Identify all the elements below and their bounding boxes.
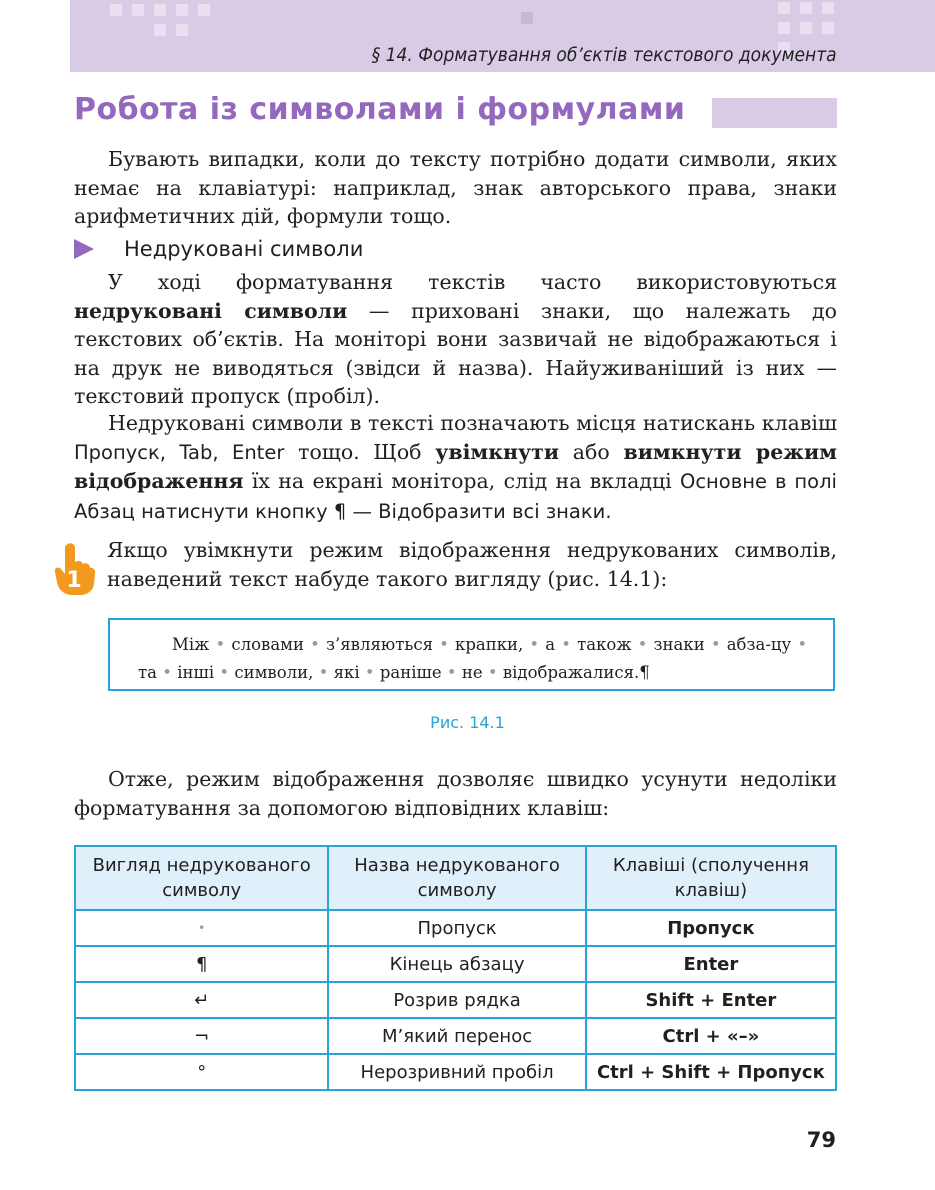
decor-square (822, 2, 834, 14)
symbol-cell: ¬ (75, 1018, 328, 1054)
text-run: У ході форматування текстів часто використовуються (108, 270, 837, 294)
bold-term: увімкнути (435, 439, 560, 464)
keys-cell: Ctrl + Shift + Пропуск (586, 1054, 836, 1090)
space-dot: • (439, 635, 449, 654)
decor-square (778, 2, 790, 14)
column-header: Клавіші (сполучення клавіш) (586, 846, 836, 910)
symbol-cell: • (75, 910, 328, 946)
note-text: Якщо увімкнути режим відображення недрукованих символів, наведений текст набуде такого вигляду (рис. 14.1): (107, 538, 837, 591)
subheading (74, 235, 363, 263)
example-word: та (138, 663, 157, 682)
example-word: інші (177, 663, 215, 682)
example-word: символи, (234, 663, 314, 682)
decor-square (521, 12, 533, 24)
decor-square (800, 22, 812, 34)
text-run: або (559, 439, 624, 464)
key-names: Пропуск, Tab, Enter (74, 440, 285, 464)
symbol-name-cell: Розрив рядка (328, 982, 585, 1018)
space-dot: • (364, 663, 375, 682)
paragraph-nonprinting (74, 268, 837, 411)
bold-term: недруковані символи (74, 298, 348, 323)
decor-square (154, 24, 166, 36)
column-header: Вигляд недрукованого символу (75, 846, 328, 910)
note-marker: 1 (66, 568, 82, 593)
table-row (75, 1018, 836, 1054)
symbol-cell: ° (75, 1054, 328, 1090)
example-text-box (108, 618, 835, 691)
title-decor-bar (712, 98, 837, 128)
example-word: словами (231, 635, 304, 654)
section-title: Робота із символами і формулами (74, 92, 686, 127)
space-dot: • (162, 663, 172, 682)
symbol-name-cell: Нерозривний пробіл (328, 1054, 585, 1090)
space-dot: • (797, 635, 808, 654)
decor-square (176, 24, 188, 36)
symbol-name-cell: Пропуск (328, 910, 585, 946)
example-word: знаки (653, 635, 705, 654)
example-word: абза-цу (726, 635, 792, 654)
symbol-name-cell: Кінець абзацу (328, 946, 585, 982)
keys-cell: Пропуск (586, 910, 836, 946)
bold-term: вимкнути режим відображення (74, 439, 837, 493)
nonprinting-symbols-table (74, 845, 837, 1091)
intro-paragraph: Бувають випадки, коли до тексту потрібно додати символи, яких немає на клавіатурі: наприклад, знак авторського права, знаки арифметичних дій, формули тощо. (74, 147, 837, 228)
symbol-cell: ↵ (75, 982, 328, 1018)
table-row (75, 1054, 836, 1090)
table-header-row (75, 846, 836, 910)
decor-square (800, 2, 812, 14)
table-row (75, 982, 836, 1018)
decor-square (822, 22, 834, 34)
paragraph-summary: Отже, режим відображення дозволяє швидко усунути недоліки форматування за допомогою відповідних клавіш: (74, 767, 837, 820)
text-run: тощо. Щоб (284, 439, 436, 464)
space-dot: • (487, 663, 498, 682)
space-dot: • (310, 635, 320, 654)
keys-cell: Enter (586, 946, 836, 982)
example-word: Між (172, 635, 210, 654)
paragraph-display-mode (74, 409, 837, 526)
example-word: раніше (379, 663, 442, 682)
text-run: — приховані знаки, що належать до текстових об’єктів. На моніторі вони зазвичай не відображаються і на друк не виводяться (звідси й назва). Найуживаніший із них — текстовий пропуск (пробіл). (74, 298, 837, 408)
table-row (75, 910, 836, 946)
decor-square (154, 4, 166, 16)
subheading-label: Недруковані символи (124, 237, 364, 261)
figure-caption: Рис. 14.1 (430, 713, 505, 732)
decor-square (198, 4, 210, 16)
decor-square (176, 4, 188, 16)
triangle-right-icon (74, 239, 94, 259)
space-dot: • (561, 635, 571, 654)
example-word: з’являються (326, 635, 433, 654)
decor-square (132, 4, 144, 16)
space-dot: • (318, 663, 329, 682)
space-dot: • (710, 635, 721, 654)
text-run: їх на екрані монітора, слід на вкладці (243, 469, 680, 493)
table-row (75, 946, 836, 982)
page-number: 79 (806, 1128, 836, 1152)
symbol-name-cell: М’який перенос (328, 1018, 585, 1054)
decor-square (778, 22, 790, 34)
example-word: крапки, (455, 635, 524, 654)
keys-cell: Ctrl + «–» (586, 1018, 836, 1054)
symbol-cell: ¶ (75, 946, 328, 982)
example-word: відображалися.¶ (502, 663, 650, 682)
ui-path: Основне в полі Абзац натиснути кнопку ¶ — Відобразити всі знаки. (74, 470, 837, 523)
example-word: а (545, 635, 556, 654)
pointing-hand-icon (52, 540, 96, 596)
example-word: які (333, 663, 360, 682)
decor-square (110, 4, 122, 16)
space-dot: • (637, 635, 648, 654)
column-header: Назва недрукованого символу (328, 846, 585, 910)
space-dot: • (446, 663, 457, 682)
example-word: не (461, 663, 483, 682)
space-dot: • (219, 663, 230, 682)
text-run: Недруковані символи в тексті позначають місця натискань клавіш (108, 411, 837, 435)
space-dot: • (215, 635, 226, 654)
example-word: також (577, 635, 632, 654)
space-dot: • (529, 635, 540, 654)
keys-cell: Shift + Enter (586, 982, 836, 1018)
chapter-title: § 14. Форматування об’єктів текстового документа (372, 44, 837, 66)
